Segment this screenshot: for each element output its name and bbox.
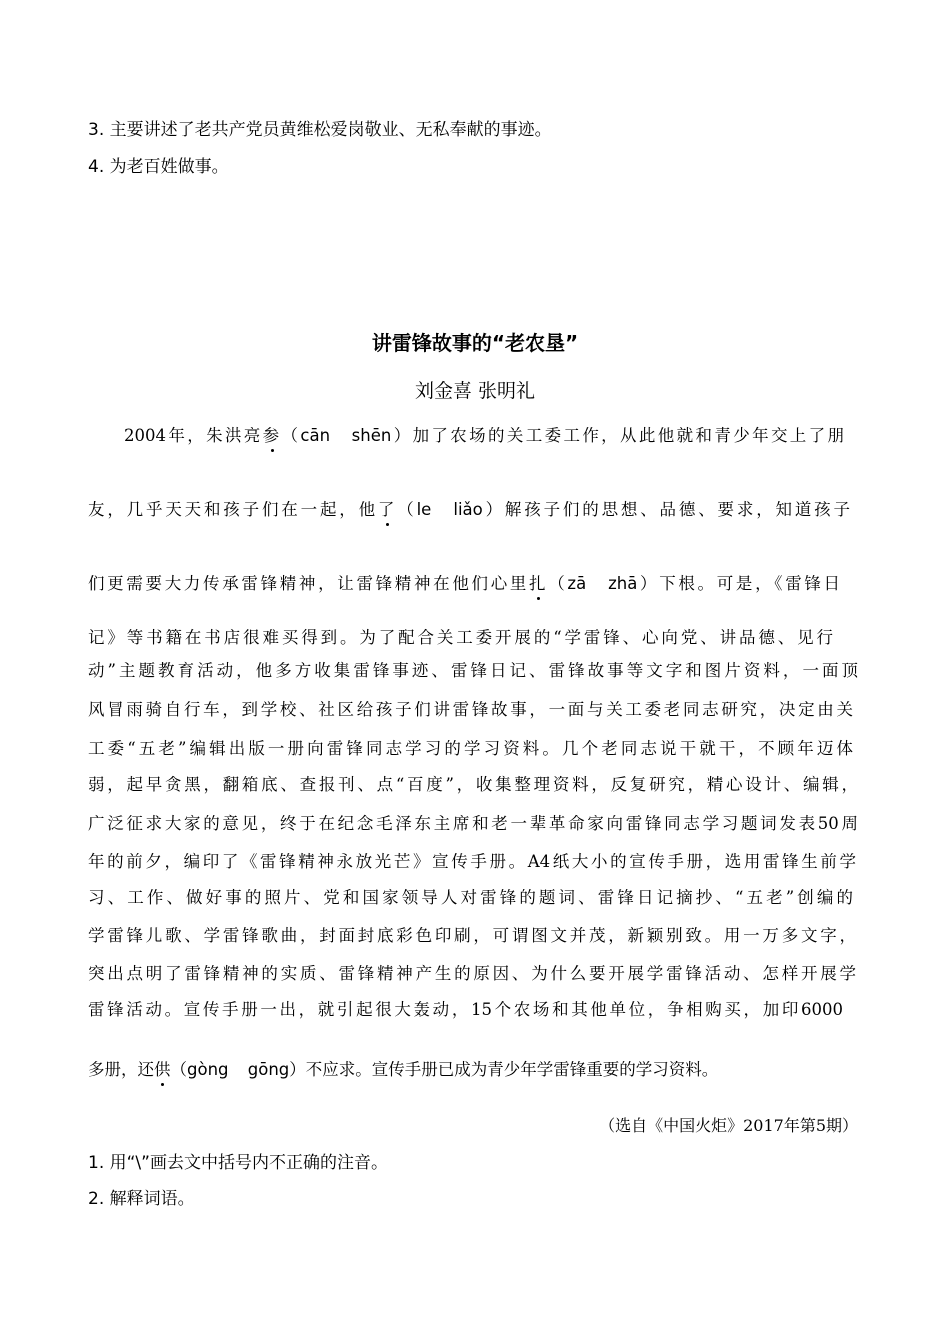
pinyin-options: le liǎo — [416, 500, 483, 519]
article-line: 工委“五老”编辑出版一册向雷锋同志学习的学习资料。几个老同志说干就干，不顾年迈体 — [88, 739, 853, 758]
article-line: 突出点明了雷锋精神的实质、雷锋精神产生的原因、为什么要开展学雷锋活动、怎样开展学 — [88, 964, 856, 983]
article-line-1: 2004年，朱洪亮参（cān shēn）加了农场的关工委工作，从此他就和青少年交上了朋 — [124, 426, 845, 445]
article-line-last: 多册，还供（gòng gōng）不应求。宣传手册已成为青少年学雷锋重要的学习资料。 — [88, 1060, 719, 1079]
article-line: 风冒雨骑自行车，到学校、社区给孩子们讲雷锋故事，一面与关工委老同志研究，决定由关 — [88, 700, 853, 719]
dotted-char: 了 — [377, 500, 398, 519]
article-line-3: 们更需要大力传承雷锋精神，让雷锋精神在他们心里扎（zā zhā）下根。可是，《雷锋日 — [88, 574, 841, 593]
article-line-2: 友，几乎天天和孩子们在一起，他了（le liǎo）解孩子们的思想、品德、要求，知道孩子 — [88, 500, 850, 519]
question-1: 1. 用“\”画去文中括号内不正确的注音。 — [88, 1153, 388, 1173]
pinyin-options: cān shēn — [300, 426, 392, 445]
article-authors: 刘金喜 张明礼 — [414, 380, 536, 402]
dotted-char: 供 — [154, 1060, 171, 1079]
article-line: 动”主题教育活动，他多方收集雷锋事迹、雷锋日记、雷锋故事等文字和图片资料，一面顶 — [88, 661, 858, 680]
question-2: 2. 解释词语。 — [88, 1189, 195, 1209]
article-line: 学雷锋儿歌、学雷锋歌曲，封面封底彩色印刷，可谓图文并茂，新颖别致。用一万多文字， — [88, 926, 856, 945]
article-title: 讲雷锋故事的“老农垦” — [371, 331, 579, 355]
article-line: 记》等书籍在书店很难买得到。为了配合关工委开展的“学雷锋、心向党、讲品德、见行 — [88, 628, 833, 647]
dotted-char: 参 — [262, 426, 282, 445]
article-line: 习、工作、做好事的照片、党和国家领导人对雷锋的题词、雷锋日记摘抄、“五老”创编的 — [88, 888, 853, 907]
article-line: 年的前夕，编印了《雷锋精神永放光芒》宣传手册。A4纸大小的宣传手册，选用雷锋生前学 — [88, 852, 856, 871]
answer-4: 4. 为老百姓做事。 — [88, 157, 229, 177]
answer-3: 3. 主要讲述了老共产党员黄维松爱岗敬业、无私奉献的事迹。 — [88, 120, 552, 140]
pinyin-options: gòng gōng — [187, 1060, 290, 1079]
article-line: 弱，起早贪黑，翻箱底、查报刊、点“百度”，收集整理资料，反复研究，精心设计、编辑， — [88, 775, 858, 794]
article-source: （选自《中国火炬》2017年第5期） — [599, 1116, 858, 1135]
pinyin-options: zā zhā — [567, 574, 638, 593]
article-line: 广泛征求大家的意见，终于在纪念毛泽东主席和老一辈革命家向雷锋同志学习题词发表50周 — [88, 814, 858, 833]
article-line: 雷锋活动。宣传手册一出，就引起很大轰动，15个农场和其他单位，争相购买，加印6000 — [88, 1000, 843, 1019]
dotted-char: 扎 — [529, 574, 549, 593]
